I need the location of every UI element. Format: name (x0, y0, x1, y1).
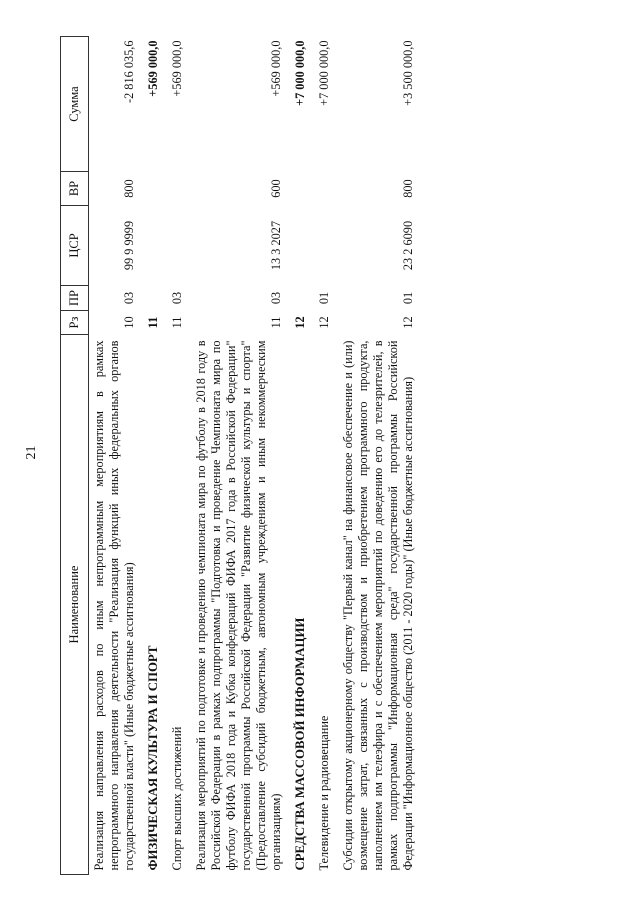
row-csr: 99 9 9999 (122, 220, 136, 271)
row-vr (314, 172, 338, 206)
row-vr (290, 172, 314, 206)
header-csr: ЦСР (61, 206, 89, 286)
table-row (191, 37, 290, 875)
row-csr: 23 2 6090 (401, 220, 415, 271)
row-csr (167, 206, 191, 286)
row-rz: 11 (146, 316, 160, 329)
row-name: СРЕДСТВА МАССОВОЙ ИНФОРМАЦИИ (293, 617, 307, 871)
row-csr (290, 206, 314, 286)
row-csr (143, 206, 167, 286)
table-row (89, 37, 144, 875)
table-row (314, 37, 338, 875)
header-rz: Рз (61, 311, 89, 335)
row-sum: +3 500 000,0 (401, 40, 415, 106)
row-name: Спорт высших достижений (170, 726, 184, 871)
header-vr: ВР (61, 172, 89, 206)
row-sum: +569 000,0 (170, 40, 184, 97)
budget-table (60, 36, 422, 875)
table-row (290, 37, 314, 875)
table-row (143, 37, 167, 875)
row-pr (143, 286, 167, 311)
row-sum: +569 000,0 (146, 40, 160, 97)
row-name: Субсидии открытому акционерному обществу "Первый канал" на финансовое обеспечение и (или) возмещение затрат, связанных с производством и приобретением программного продукта, наполнением им телеэфира и с обеспечением мероприятий по доведению его до телезрителей, в рамках подпрограммы "Информационная среда" государственной программы Российской Федерации "Информационное общество (2011 - 2020 годы)" (Иные бюджетные ассигнования) (341, 340, 415, 871)
row-sum: -2 816 035,6 (122, 40, 136, 104)
row-rz: 10 (122, 316, 136, 329)
row-name: Реализация мероприятий по подготовке и проведению чемпионата мира по футболу в 2018 году в Российской Федерации в рамках подпрограммы "Подготовка и проведение Чемпионата мира по футболу ФИФА 2018 года и Кубка конфедераций ФИФА 2017 года в Российской Федерации" государственной программы Российской Федерации "Развитие физической культуры и спорта" (Предоставление субсидий бюджетным, автономным учреждениям и иным некоммерческим организациям) (194, 340, 283, 871)
row-vr: 800 (401, 179, 415, 198)
row-pr: 03 (122, 291, 136, 305)
row-rz: 12 (401, 316, 415, 329)
page-number: 21 (24, 445, 39, 460)
row-csr: 13 3 2027 (269, 220, 283, 271)
header-name: Наименование (61, 335, 89, 875)
table-row (167, 37, 191, 875)
row-name: ФИЗИЧЕСКАЯ КУЛЬТУРА И СПОРТ (146, 645, 160, 871)
row-pr (290, 286, 314, 311)
row-pr: 01 (317, 291, 331, 305)
row-pr: 01 (401, 291, 415, 305)
row-pr: 03 (170, 291, 184, 305)
row-vr (143, 172, 167, 206)
row-rz: 12 (293, 316, 307, 329)
header-sum: Сумма (61, 37, 89, 172)
table-row (338, 37, 422, 875)
row-name: Реализация направления расходов по иным непрограммным мероприятиям в рамках непрограммного направления деятельности "Реализация функций иных федеральных органов государственной власти" (Иные бюджетные ассигнования) (92, 340, 136, 871)
row-rz: 11 (170, 316, 184, 329)
row-sum: +7 000 000,0 (293, 40, 307, 106)
row-csr (314, 206, 338, 286)
header-pr: ПР (61, 286, 89, 311)
row-vr: 600 (269, 179, 283, 198)
row-pr: 03 (269, 291, 283, 305)
table-header-row (61, 37, 89, 875)
row-sum: +569 000,0 (269, 40, 283, 97)
row-rz: 11 (269, 316, 283, 329)
row-name: Телевидение и радиовещание (317, 715, 331, 871)
row-rz: 12 (317, 316, 331, 329)
row-sum: +7 000 000,0 (317, 40, 331, 106)
row-vr (167, 172, 191, 206)
row-vr: 800 (122, 179, 136, 198)
